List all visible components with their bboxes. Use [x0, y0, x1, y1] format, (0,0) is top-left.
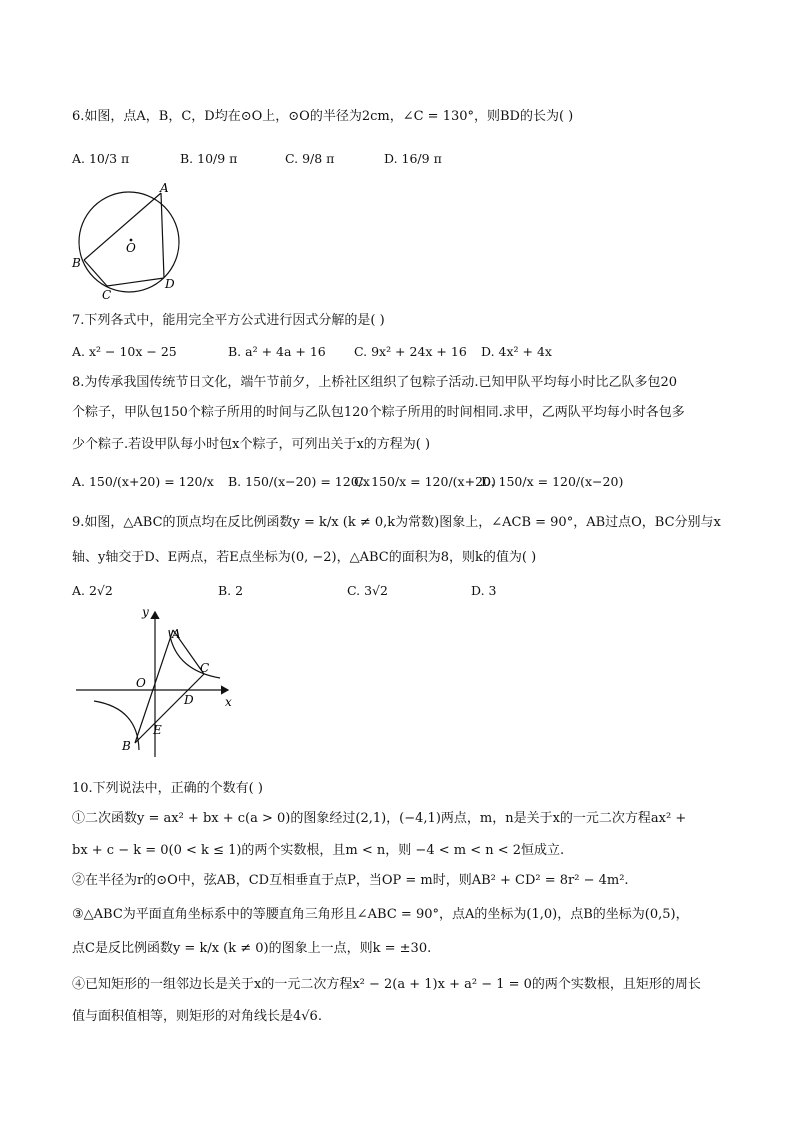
q10-statement-1-line-1: ①二次函数y = ax² + bx + c(a > 0)的图象经过(2,1)，(−4,1)两点，m，n是关于x的一元二次方程ax² +	[72, 811, 687, 826]
q9-hyperbola-left	[94, 701, 139, 750]
q6-label-o: O	[126, 241, 136, 255]
q9-label-e: E	[153, 723, 162, 737]
q6-stem: 6.如图，点A，B，C，D均在⊙O上，⊙O的半径为2cm，∠C = 130°，则BD的长为( )	[72, 109, 574, 124]
q9-option-c: C. 3√2	[347, 583, 388, 598]
q6-label-c: C	[102, 288, 112, 302]
q9-stem-line-2: 轴、y轴交于D、E两点，若E点坐标为(0, −2)，△ABC的面积为8，则k的值为( )	[72, 550, 537, 565]
q9-label-a: A	[172, 627, 181, 641]
q7-option-c: C. 9x² + 24x + 16	[354, 344, 467, 359]
q9-label-o: O	[136, 676, 146, 690]
q6-option-c: C. 9/8 π	[285, 151, 335, 166]
q9-option-a: A. 2√2	[72, 583, 113, 598]
q8-option-d: D. 150/x = 120/(x−20)	[481, 474, 624, 489]
q8-stem-line-3: 少个粽子.若设甲队每小时包x个粽子，可列出关于x的方程为( )	[72, 437, 431, 452]
q6-option-a: A. 10/3 π	[72, 151, 130, 166]
q9-label-y: y	[142, 605, 149, 619]
q8-option-c: C. 150/x = 120/(x+20)	[354, 474, 496, 489]
q10-statement-3-line-2: 点C是反比例函数y = k/x (k ≠ 0)的图象上一点，则k = ±30.	[72, 941, 432, 956]
q7-stem: 7.下列各式中，能用完全平方公式进行因式分解的是( )	[72, 313, 385, 328]
q6-option-d: D. 16/9 π	[384, 151, 442, 166]
q6-label-d: D	[165, 277, 175, 291]
q10-statement-2: ②在半径为r的⊙O中，弦AB，CD互相垂直于点P，当OP = m时，则AB² + CD² = 8r² − 4m².	[72, 873, 629, 888]
q9-stem-line-1: 9.如图，△ABC的顶点均在反比例函数y = k/x (k ≠ 0,k为常数)图象上，∠ACB = 90°，AB过点O，BC分别与x	[72, 515, 721, 530]
q7-option-d: D. 4x² + 4x	[481, 344, 552, 359]
q8-option-b: B. 150/(x−20) = 120/x	[228, 474, 370, 489]
q10-statement-4-line-1: ④已知矩形的一组邻边长是关于x的一元二次方程x² − 2(a + 1)x + a² − 1 = 0的两个实数根，且矩形的周长	[72, 977, 701, 992]
q10-statement-4-line-2: 值与面积值相等，则矩形的对角线长是4√6.	[72, 1009, 322, 1024]
q8-stem-line-1: 8.为传承我国传统节日文化，端午节前夕，上桥社区组织了包粽子活动.已知甲队平均每小时比乙队多包20	[72, 375, 678, 390]
q9-label-d: D	[184, 693, 194, 707]
q7-option-b: B. a² + 4a + 16	[228, 344, 326, 359]
q6-circle-figure	[70, 178, 190, 303]
q6-option-b: B. 10/9 π	[180, 151, 238, 166]
q10-statement-3-line-1: ③△ABC为平面直角坐标系中的等腰直角三角形且∠ABC = 90°，点A的坐标为(1,0)，点B的坐标为(0,5)，	[72, 907, 689, 922]
q6-label-b: B	[72, 256, 81, 270]
q6-chord-ab	[84, 193, 161, 260]
q9-label-c: C	[200, 661, 210, 675]
q8-option-a: A. 150/(x+20) = 120/x	[72, 474, 214, 489]
q10-stem: 10.下列说法中，正确的个数有( )	[72, 781, 263, 796]
q9-option-d: D. 3	[471, 583, 497, 598]
q8-stem-line-2: 个粽子，甲队包150个粽子所用的时间与乙队包120个粽子所用的时间相同.求甲，乙两队平均每小时各包多	[72, 405, 685, 420]
q9-function-figure	[70, 600, 245, 760]
q7-option-a: A. x² − 10x − 25	[72, 344, 177, 359]
q10-statement-1-line-2: bx + c − k = 0(0 < k ≤ 1)的两个实数根，且m < n，则 −4 < m < n < 2恒成立.	[72, 843, 565, 858]
q9-label-b: B	[122, 739, 131, 753]
q9-option-b: B. 2	[218, 583, 244, 598]
q6-chord-bc	[84, 260, 107, 286]
q9-label-x: x	[225, 695, 232, 709]
q6-label-a: A	[160, 181, 169, 195]
